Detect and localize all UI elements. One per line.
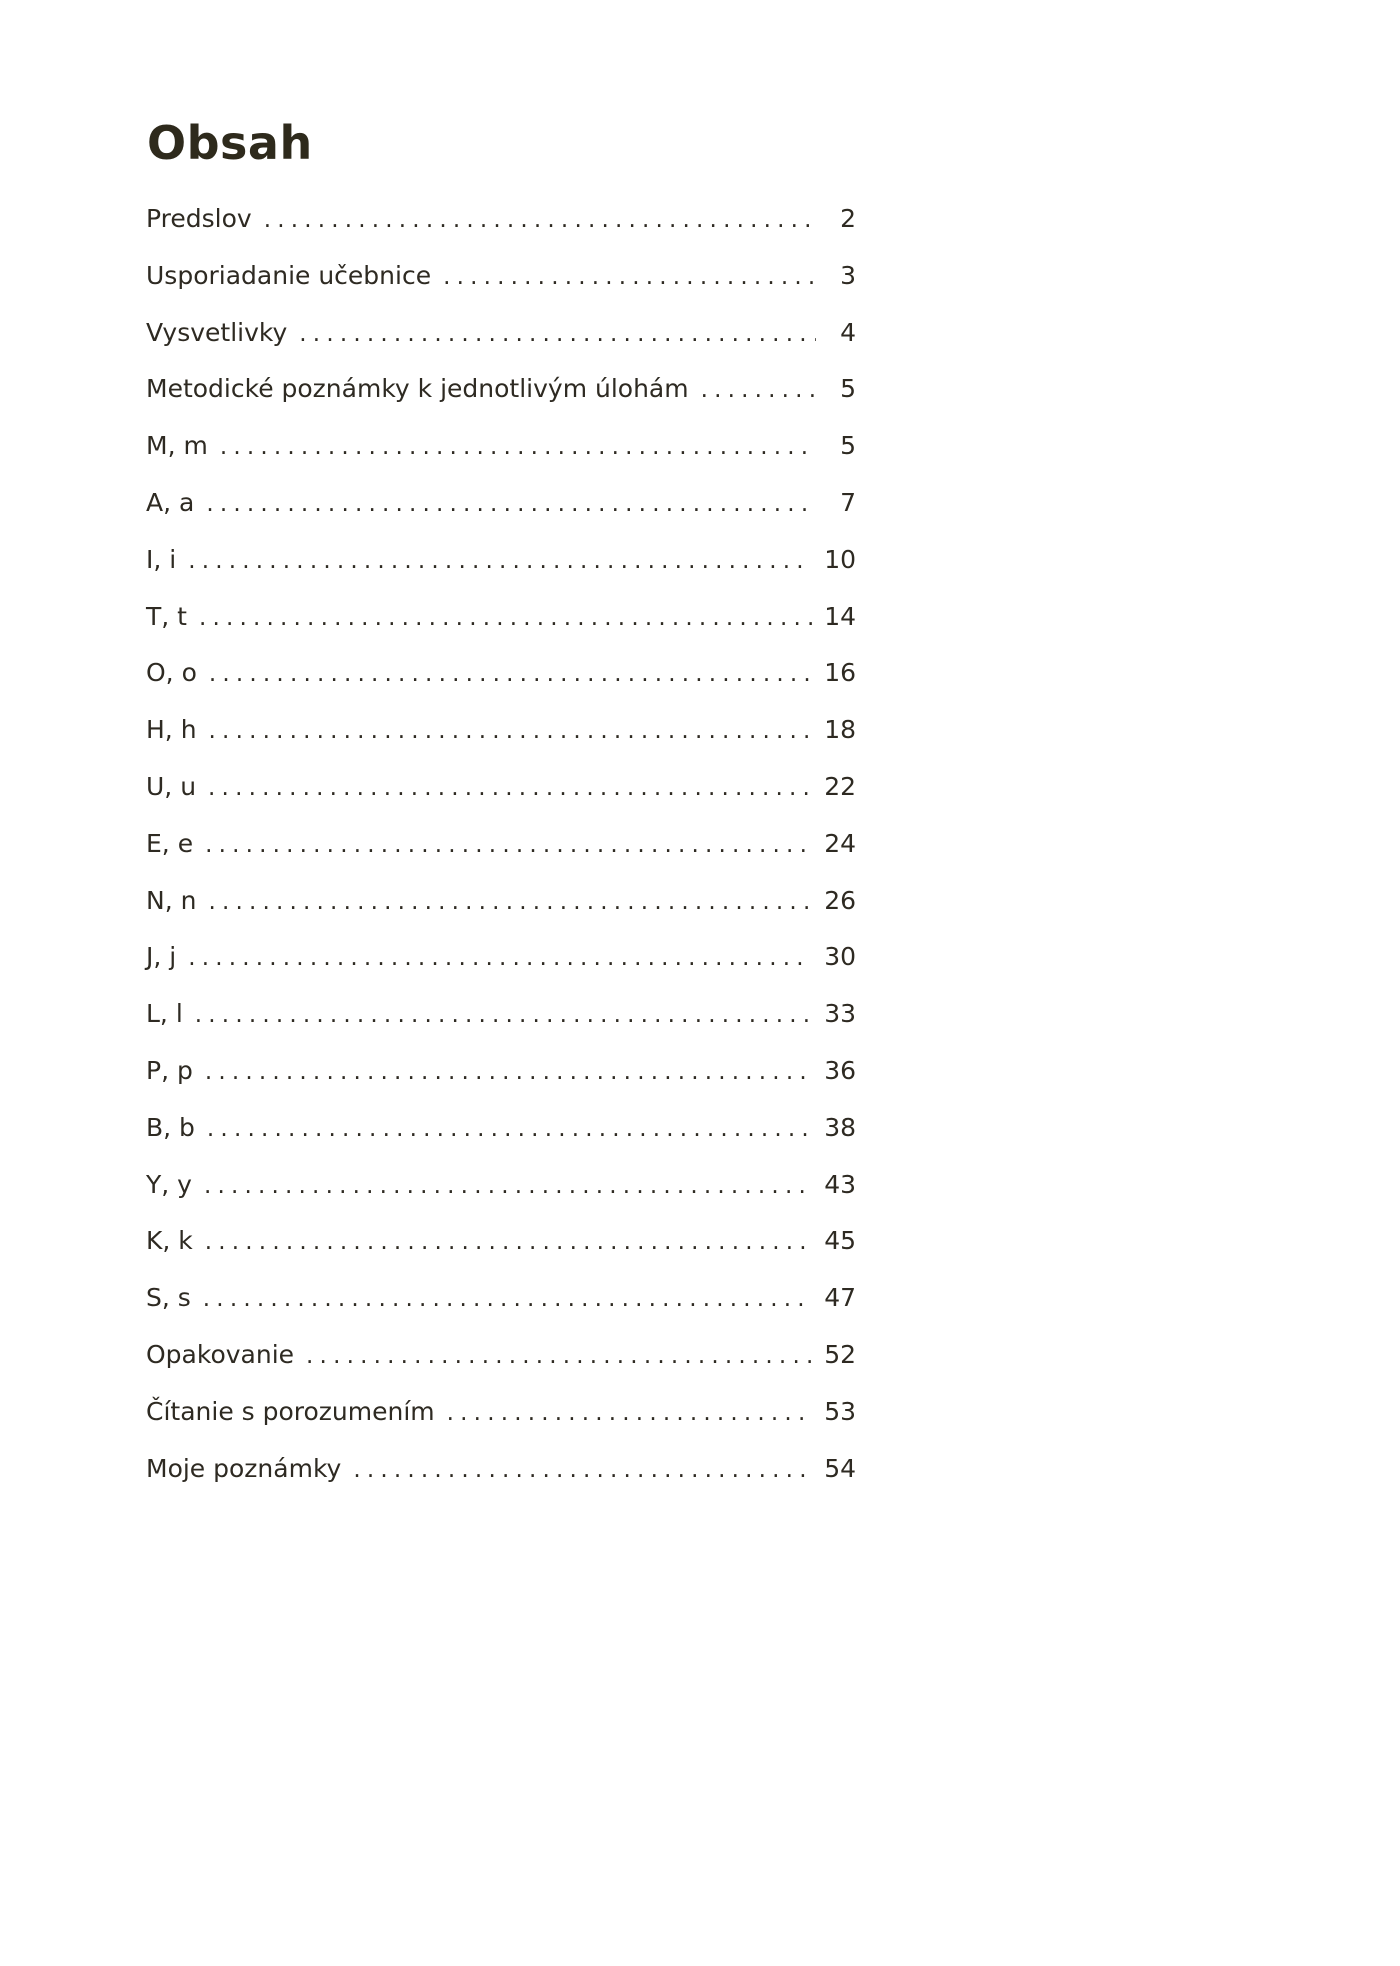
toc-leader-dots [701,377,816,403]
toc-leader-dots [299,321,816,347]
toc-entry-page: 54 [824,1453,856,1483]
toc-entry-label: S, s [146,1283,191,1313]
toc-entry-page: 33 [824,999,856,1029]
toc-entry-label: K, k [146,1226,193,1256]
toc-entry-label: Usporiadanie učebnice [146,260,432,290]
toc-leader-dots [447,1400,813,1426]
toc-entry[interactable] [146,1170,856,1227]
toc-leader-dots [195,1002,812,1028]
toc-entry-label: A, a [146,487,195,517]
toc-entry-label: Opakovanie [146,1339,295,1369]
toc-entry[interactable] [146,1397,856,1454]
toc-entry-label: J, j [146,942,177,972]
toc-leader-dots [203,1286,812,1312]
toc-entry[interactable] [146,204,856,261]
toc-entry[interactable] [146,942,856,999]
toc-entry[interactable] [146,1226,856,1283]
toc-entry-label: H, h [146,715,197,745]
toc-leader-dots [204,1173,812,1199]
toc-entry-label: Moje poznámky [146,1453,342,1483]
toc-entry-label: E, e [146,828,194,858]
toc-page [146,116,856,1510]
toc-leader-dots [264,207,816,233]
toc-entry-page: 3 [840,260,856,290]
toc-entry-page: 30 [824,942,856,972]
toc-entry[interactable] [146,1340,856,1397]
toc-entry-label: Vysvetlivky [146,317,288,347]
toc-entry-label: U, u [146,771,197,801]
toc-leader-dots [205,1059,812,1085]
toc-entry-page: 53 [824,1396,856,1426]
toc-entry[interactable] [146,1283,856,1340]
toc-list [146,204,856,1510]
toc-entry[interactable] [146,261,856,318]
toc-leader-dots [188,945,812,971]
toc-leader-dots [208,775,812,801]
toc-entry-page: 36 [824,1055,856,1085]
toc-leader-dots [443,264,816,290]
toc-entry-page: 16 [824,658,856,688]
toc-entry-label: I, i [146,544,177,574]
toc-entry[interactable] [146,772,856,829]
toc-leader-dots [208,889,812,915]
toc-leader-dots [206,491,816,517]
toc-entry[interactable] [146,602,856,659]
toc-entry[interactable] [146,1113,856,1170]
toc-leader-dots [353,1457,812,1483]
toc-entry-page: 24 [824,828,856,858]
toc-entry-page: 47 [824,1283,856,1313]
toc-entry-page: 26 [824,885,856,915]
toc-entry-page: 14 [824,601,856,631]
toc-entry-label: M, m [146,431,208,461]
toc-entry-page: 45 [824,1226,856,1256]
page-title: Obsah [147,116,313,170]
toc-entry-page: 52 [824,1339,856,1369]
toc-leader-dots [188,548,812,574]
toc-entry-label: L, l [146,999,183,1029]
toc-entry-page: 7 [840,487,856,517]
toc-entry[interactable] [146,886,856,943]
toc-entry[interactable] [146,431,856,488]
toc-leader-dots [306,1343,812,1369]
toc-entry[interactable] [146,1056,856,1113]
toc-entry-label: T, t [146,601,187,631]
toc-leader-dots [199,605,812,631]
toc-entry[interactable] [146,999,856,1056]
toc-leader-dots [209,661,812,687]
toc-entry-page: 4 [840,317,856,347]
toc-entry[interactable] [146,715,856,772]
toc-leader-dots [207,1116,812,1142]
toc-entry[interactable] [146,545,856,602]
toc-entry-page: 10 [824,544,856,574]
toc-leader-dots [209,718,813,744]
toc-entry-page: 38 [824,1112,856,1142]
toc-entry[interactable] [146,318,856,375]
toc-entry-label: P, p [146,1055,193,1085]
toc-entry-label: B, b [146,1112,195,1142]
toc-entry-page: 22 [824,771,856,801]
toc-entry[interactable] [146,374,856,431]
toc-leader-dots [205,1229,812,1255]
toc-entry-page: 43 [824,1169,856,1199]
toc-entry[interactable] [146,658,856,715]
toc-entry-page: 2 [840,204,856,233]
toc-entry-label: Metodické poznámky k jednotlivým úlohám [146,374,689,404]
toc-entry[interactable] [146,829,856,886]
toc-entry-page: 18 [824,715,856,745]
toc-entry-label: N, n [146,885,197,915]
toc-leader-dots [220,434,816,460]
toc-entry[interactable] [146,488,856,545]
toc-entry-label: O, o [146,658,197,688]
toc-entry-page: 5 [840,374,856,404]
toc-entry-label: Predslov [146,204,252,233]
toc-entry[interactable] [146,1454,856,1511]
toc-entry-page: 5 [840,431,856,461]
toc-entry-label: Čítanie s porozumením [146,1396,435,1426]
toc-leader-dots [205,832,812,858]
toc-entry-label: Y, y [146,1169,192,1199]
